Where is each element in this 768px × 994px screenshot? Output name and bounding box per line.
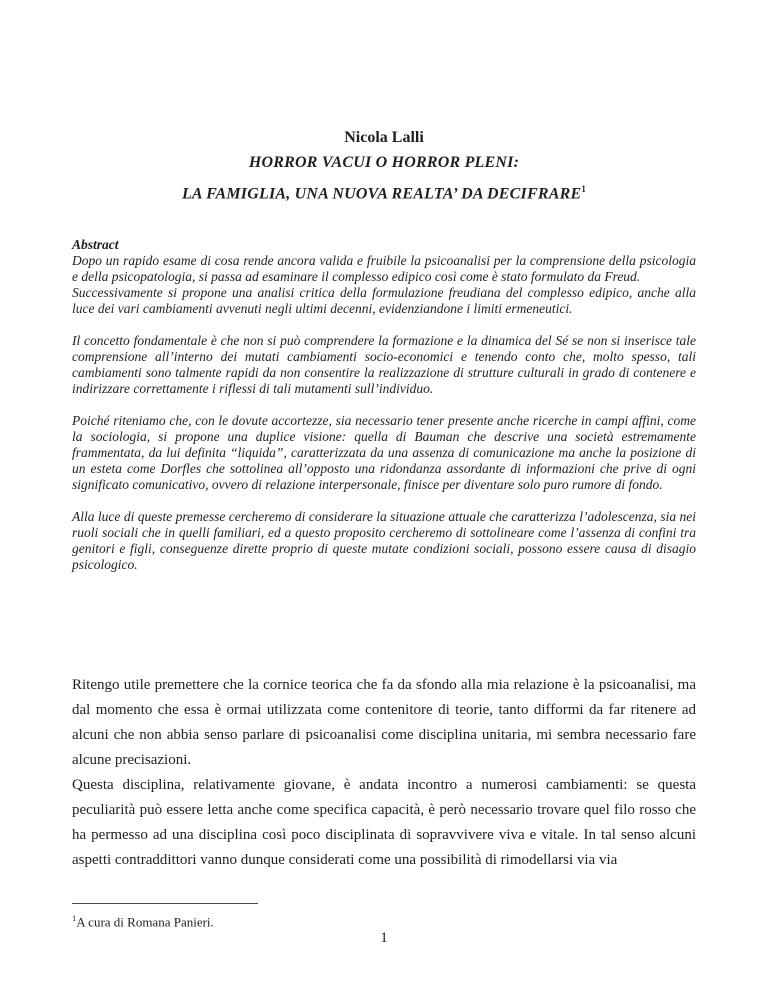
abstract-section (72, 237, 696, 573)
title-block (72, 0, 696, 207)
abstract-paragraph-5: Alla luce di queste premesse cercheremo di considerare la situazione attuale che caratterizza l’adolescenza, sia nei ruoli sociali che in quelli familiari, ed a questo proposito cercheremo di sottolineare come l’assenza di confini tra genitori e figli, conseguenze dirette proprio di queste mutate condizioni sociali, possono essere causa di disagio psicologico. (72, 509, 696, 573)
title-footnote-marker: 1 (581, 184, 587, 194)
title-line-1: HORROR VACUI O HORROR PLENI: (248, 154, 520, 171)
title-line-2 (72, 176, 696, 207)
page-number: 1 (380, 930, 388, 946)
abstract-paragraph-3: Il concetto fondamentale è che non si può comprendere la formazione e la dinamica del Sé se non si inserisce tale comprensione all’interno dei mutati cambiamenti socio-economici e tenendo conto che, molto spesso, tali cambiamenti sono talmente rapidi da non consentire la realizzazione di strutture culturali in grado di contenere e indirizzare correttamente i riflessi di tali mutamenti sull’individuo. (72, 333, 696, 397)
abstract-paragraph-4: Poiché riteniamo che, con le dovute accortezze, sia necessario tener presente anche ricerche in campi affini, come la sociologia, si propone una duplice visione: quella di Bauman che descrive una società estremamente frammentata, da lui definita “liquida”, caratterizzata da una assenza di comunicazione ma anche la posizione di un esteta come Dorfles che sottolinea all’opposto una ridondanza assordante di informazioni che prive di ogni significato comunicativo, ovvero di relazione interpersonale, finisce per diventare solo puro rumore di fondo. (72, 413, 696, 493)
footnote-area (72, 903, 696, 930)
footnote-separator-rule (72, 903, 258, 904)
footnote-text: A cura di Romana Panieri. (76, 914, 214, 930)
body-paragraph-1: Ritengo utile premettere che la cornice teorica che fa da sfondo alla mia relazione è la psicoanalisi, ma dal momento che essa è ormai utilizzata come contenitore di teorie, tanto difformi da far ritenere ad alcuni che non abbia senso parlare di psicoanalisi come disciplina unitaria, mi sembra necessario fare alcune precisazioni. (72, 677, 696, 769)
title-line-2-text: LA FAMIGLIA, UNA NUOVA REALTA’ DA DECIFRARE (181, 185, 582, 203)
footnote-marker: 1 (72, 913, 77, 923)
footnote (72, 910, 696, 930)
abstract-paragraph-2: Successivamente si propone una analisi critica della formulazione freudiana del complesso edipico, anche alla luce dei vari cambiamenti avvenuti negli ultimi decenni, evidenziandone i limiti ermeneutici. (72, 285, 696, 317)
abstract-heading: Abstract (72, 237, 119, 253)
body-section (72, 673, 696, 873)
abstract-paragraph-1: Dopo un rapido esame di cosa rende ancora valida e fruibile la psicoanalisi per la comprensione della psicologia e della psicopatologia, si passa ad esaminare il complesso edipico così come è stato formulato da Freud. (72, 253, 696, 285)
author-name: Nicola Lalli (344, 129, 424, 146)
body-paragraph-2: Questa disciplina, relativamente giovane, è andata incontro a numerosi cambiamenti: se questa peculiarità può essere letta anche come specifica capacità, è però necessario trovare quel filo rosso che ha permesso ad una disciplina così poco disciplinata di sopravvivere viva e vitale. In tal senso alcuni aspetti contraddittori vanno dunque considerati come una possibilità di rimodellarsi via via (72, 777, 696, 869)
